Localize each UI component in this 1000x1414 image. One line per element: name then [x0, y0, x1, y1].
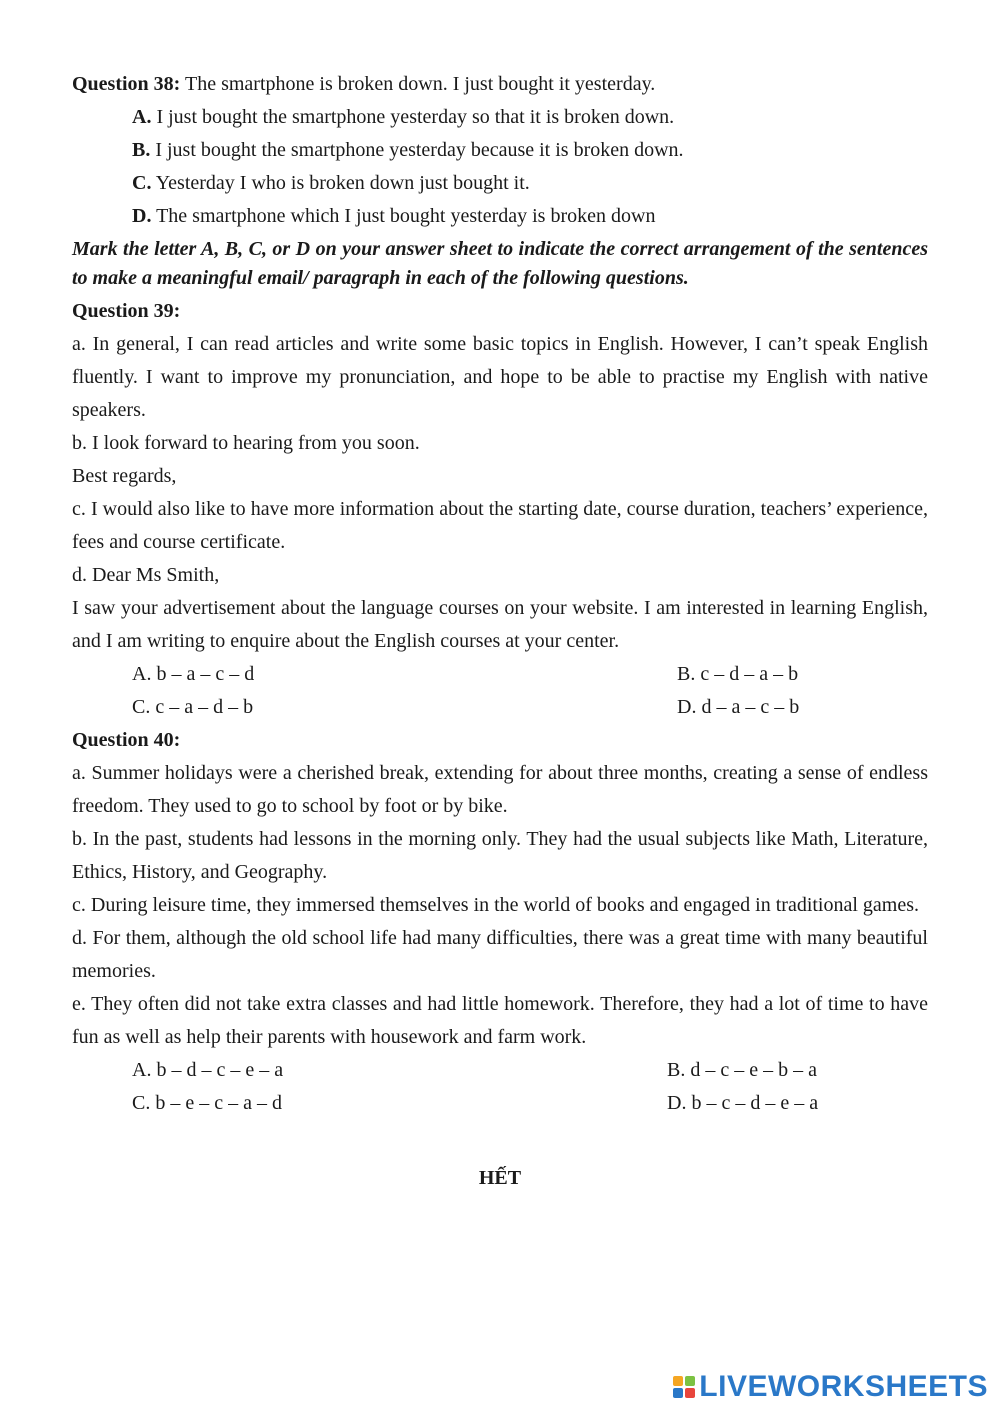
q40-option-a[interactable]: A. b – d – c – e – a — [132, 1059, 284, 1081]
liveworksheets-logo-text: LIVEWORKSHEETS — [699, 1370, 988, 1403]
liveworksheets-logo-icon — [673, 1376, 695, 1398]
q40-sentence-d: d. For them, although the old school life had many difficulties, there was a great time with many beautiful memories. — [72, 927, 928, 982]
q40-sentence-c: c. During leisure time, they immersed themselves in the world of books and engaged in traditional games. — [72, 894, 920, 916]
q38-stem-text: The smartphone is broken down. I just bought it yesterday. — [180, 73, 656, 95]
q40-label: Question 40: — [72, 729, 181, 751]
worksheet-page — [72, 68, 928, 1195]
logo-square-4 — [685, 1388, 695, 1398]
q39-option-d[interactable]: D. d – a – c – b — [677, 696, 800, 718]
q39-sentence-a: a. In general, I can read articles and write some basic topics in English. However, I can’t speak English fluently. I want to improve my pronunciation, and hope to be able to practise my English with native speakers. — [72, 333, 928, 421]
q40-option-c[interactable]: C. b – e – c – a – d — [132, 1092, 282, 1114]
q40-sentence-a: a. Summer holidays were a cherished break, extending for about three months, creating a sense of endless freedom. They used to go to school by foot or by bike. — [72, 762, 928, 817]
q39-sentence-d-body: I saw your advertisement about the language courses on your website. I am interested in learning English, and I am writing to enquire about the English courses at your center. — [72, 597, 928, 652]
instruction: Mark the letter A, B, C, or D on your answer sheet to indicate the correct arrangement of the sentences to make a meaningful email/ paragraph in each of the following questions. — [72, 238, 928, 289]
q40-option-d[interactable]: D. b – c – d – e – a — [667, 1092, 819, 1114]
q38-stem — [72, 68, 928, 101]
q39-options-row-1 — [72, 658, 928, 691]
q40-options-row-2 — [72, 1087, 928, 1120]
q40-sentence-e: e. They often did not take extra classes and had little homework. Therefore, they had a lot of time to have fun as well as help their parents with housework and farm work. — [72, 993, 928, 1048]
q39-sentence-c: c. I would also like to have more information about the starting date, course duration, teachers’ experience, fees and course certificate. — [72, 498, 928, 553]
q39-label: Question 39: — [72, 300, 181, 322]
q39-option-b[interactable]: B. c – d – a – b — [677, 663, 799, 685]
q40-options-row-1 — [72, 1054, 928, 1087]
q39-sentence-d: d. Dear Ms Smith, — [72, 564, 220, 586]
q39-sentence-b-closing: Best regards, — [72, 465, 177, 487]
q40-option-b[interactable]: B. d – c – e – b – a — [667, 1059, 817, 1081]
q38-option-b: B. I just bought the smartphone yesterday because it is broken down. — [132, 139, 684, 161]
q39-option-a[interactable]: A. b – a – c – d — [132, 663, 255, 685]
liveworksheets-logo — [673, 1370, 988, 1404]
q38-option-c: C. Yesterday I who is broken down just bought it. — [132, 172, 530, 194]
q38-label: Question 38: — [72, 73, 181, 95]
q38-option-d: D. The smartphone which I just bought yesterday is broken down — [132, 205, 656, 227]
q39-options-row-2 — [72, 691, 928, 724]
q40-sentence-b: b. In the past, students had lessons in the morning only. They had the usual subjects like Math, Literature, Ethics, History, and Geography. — [72, 828, 928, 883]
q39-sentence-b: b. I look forward to hearing from you soon. — [72, 432, 420, 454]
q39-option-c[interactable]: C. c – a – d – b — [132, 696, 254, 718]
logo-square-3 — [673, 1388, 683, 1398]
logo-square-1 — [673, 1376, 683, 1386]
q38-option-a: A. I just bought the smartphone yesterday so that it is broken down. — [132, 106, 675, 128]
end-marker: HẾT — [478, 1167, 522, 1189]
logo-square-2 — [685, 1376, 695, 1386]
